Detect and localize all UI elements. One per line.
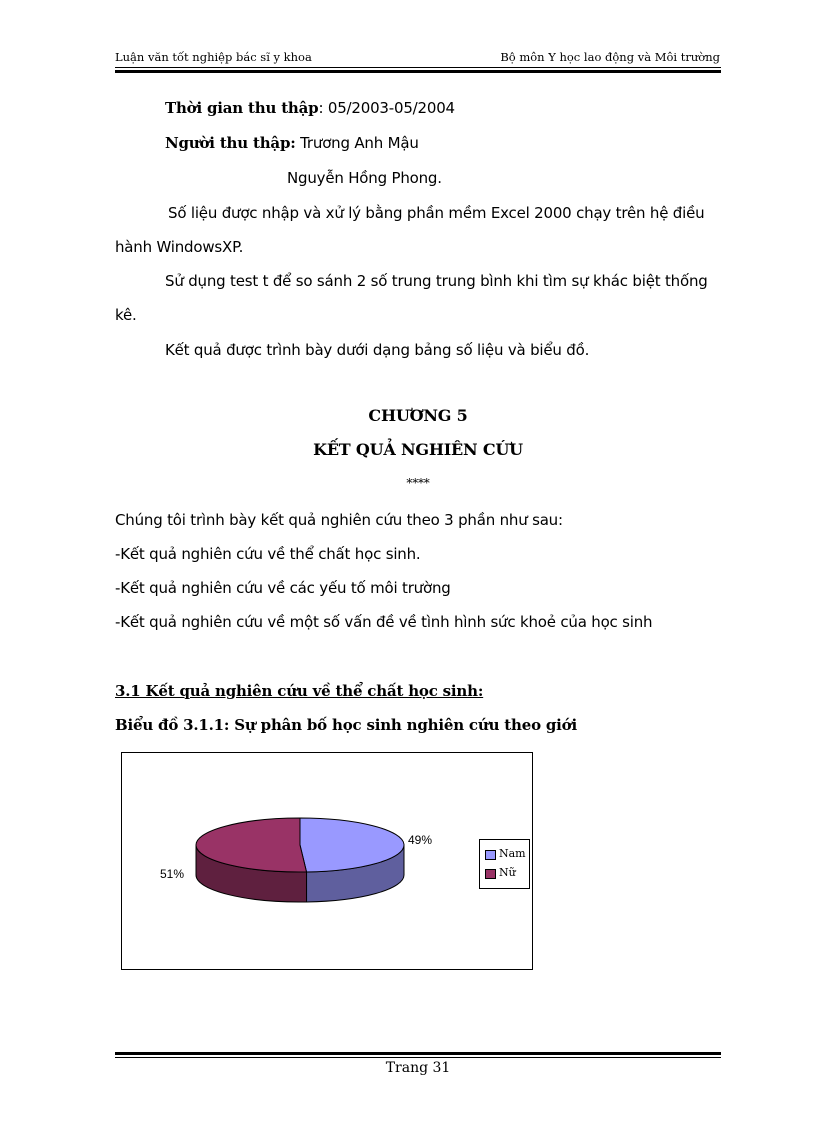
- parts-intro: Chúng tôi trình bày kết quả nghiên cứu theo 3 phần như sau:: [115, 511, 563, 529]
- footer-rule-thick: [115, 1052, 721, 1055]
- time-label: Thời gian thu thập: [165, 99, 319, 117]
- data-label-nu: 51%: [160, 867, 185, 881]
- header-rule: [115, 67, 721, 68]
- chart-legend: [479, 839, 530, 889]
- software-line-2: hành WindowsXP.: [115, 238, 244, 256]
- header-left-text: Luận văn tốt nghiệp bác sĩ y khoa: [115, 50, 312, 64]
- parts-item-2: -Kết quả nghiên cứu về các yếu tố môi trường: [115, 579, 451, 597]
- chart-caption: [115, 716, 577, 734]
- software-line-1: Số liệu được nhập và xử lý bằng phần mềm Excel 2000 chạy trên hệ điều: [168, 204, 705, 222]
- pie-chart-svg: [122, 753, 532, 969]
- collector-label: Người thu thập:: [165, 134, 296, 152]
- chapter-label: CHƯƠNG 5: [368, 406, 468, 425]
- parts-item-3: -Kết quả nghiên cứu về một số vấn đề về tình hình sức khoẻ của học sinh: [115, 613, 653, 631]
- chapter-stars: ****: [406, 476, 430, 490]
- header-right-text: Bộ môn Y học lao động và Môi trường: [500, 50, 720, 64]
- section-title: 3.1 Kết quả nghiên cứu về thể chất học sinh:: [115, 682, 484, 700]
- present-line: Kết quả được trình bày dưới dạng bảng số liệu và biểu đồ.: [165, 341, 590, 359]
- data-label-nam: 49%: [408, 833, 433, 847]
- parts-item-1: -Kết quả nghiên cứu về thể chất học sinh.: [115, 545, 421, 563]
- legend-swatch-nam: [485, 850, 496, 860]
- collector-name-1: Trương Anh Mậu: [300, 134, 419, 152]
- legend-label-nu: Nữ: [499, 866, 516, 879]
- legend-label-nam: Nam: [499, 847, 526, 860]
- collector-line: [165, 134, 419, 152]
- test-line-1: Sử dụng test t để so sánh 2 số trung trung bình khi tìm sự khác biệt thống: [165, 272, 708, 290]
- test-line-2: kê.: [115, 306, 137, 324]
- pie-chart: [121, 752, 533, 970]
- chart-caption-label: Biểu đồ 3.1.1:: [115, 716, 230, 734]
- page-number: Trang 31: [385, 1060, 451, 1076]
- chapter-title: KẾT QUẢ NGHIÊN CỨU: [313, 440, 523, 459]
- header-rule-thick: [115, 70, 721, 73]
- collector-name-2: Nguyễn Hồng Phong.: [287, 169, 442, 187]
- time-value: : 05/2003-05/2004: [318, 99, 455, 117]
- legend-swatch-nu: [485, 869, 496, 879]
- chart-caption-text: Sự phân bố học sinh nghiên cứu theo giới: [234, 716, 577, 734]
- footer-rule: [115, 1057, 721, 1058]
- time-line: [165, 99, 455, 117]
- page-header: [115, 50, 720, 66]
